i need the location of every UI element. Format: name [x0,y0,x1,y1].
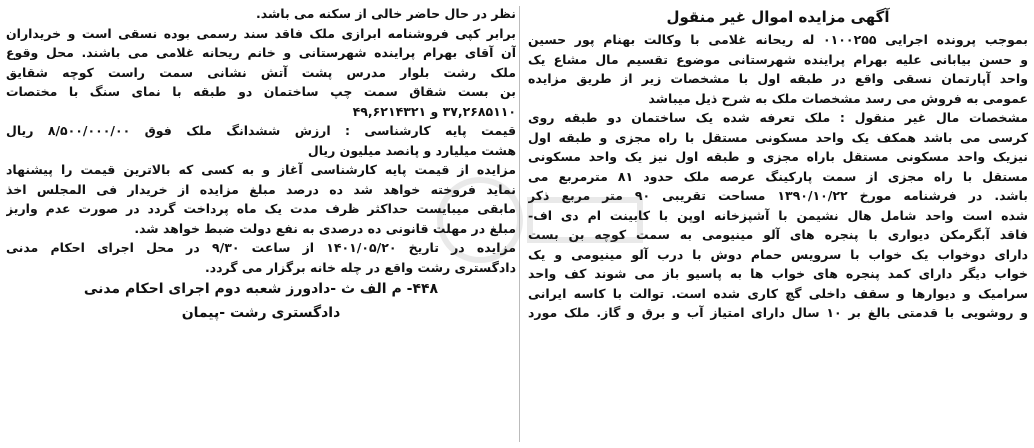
text-line: بموجب پرونده اجرایی ۰۱۰۰۲۵۵ له ریحانه غلامی با وکالت بهنام پور حسین [528,32,1028,47]
text-line: دارای دوخواب یک خواب با سرویس حمام دوش با درب آلو مینیومی و یک [528,246,1028,262]
auction-date-line: مزایده در تاریخ ۱۴۰۱/۰۵/۲۰ از ساعت ۹/۳۰ در محل اجرای احکام مدنی [6,240,516,255]
right-column [528,4,1028,444]
signature-line-1: ۴۴۸- م الف ث -دادورز شعبه دوم اجرای احکام مدنی [83,281,439,297]
text-line: ملک رشت بلوار مدرس پشت آتش نشانی سمت راست کوچه شقایق [6,64,516,80]
text-line: بن بست شقاق سمت چپ ساختمان دو طبقه با نمای سنگ با مختصات [6,84,516,99]
text-line: و روشویی با قدمتی بالغ بر ۱۰ سال دارای امتیاز آب و برق و گاز. ملک مورد [528,305,1028,320]
text-line: عمومی به فروش می رسد مشخصات ملک به شرح ذیل میباشد [648,90,1028,106]
text-line: مزایده از قیمت پایه کارشناسی آغاز و به کسی که بالاترین قیمت را پیشنهاد [6,162,516,177]
text-line: مابقی میبایست حداکثر ظرف مدت یک ماه پرداخت گردد در صورت عدم واریز [6,201,516,216]
coordinates-line: ۳۷,۲۶۸۵۱۱۰ و ۴۹,۶۲۱۴۳۲۱ [352,103,516,119]
text-line: نماید فروخته خواهد شد ده درصد مبلغ مزایده از خریدار فی المجلس اخذ [6,181,516,197]
text-line: خواب دیگر دارای کمد پنجره های خواب ها به پاسیو باز می شوند کف واحد [528,266,1028,281]
text-line: فاقد آبگرمکن دیواری با پنجره های آلو مینیومی به سمت کوچه بن بست [528,227,1028,242]
text-line: دادگستری رشت واقع در چله خانه برگزار می گردد. [204,259,516,275]
notice-title: آگهی مزایده اموال غیر منقول [666,8,890,26]
column-divider [519,6,520,442]
text-line: مشخصات مال غیر منقول : ملک تعرفه شده یک ساختمان دو طبقه روی [528,110,1028,125]
text-line: نیزیک واحد مسکونی مستقل باراه مجزی و طبقه اول نیز یک واحد مسکونی [528,149,1028,164]
text-line: شده است واحد شامل هال نشیمن با آشپزخانه اوپن با کابینت ام دی اف- [528,207,1028,223]
text-line: آن آقای بهرام پراینده شهرستانی و خانم ریحانه غلامی می باشند. محل وقوع [6,45,516,60]
text-line: و حسن بیابانی علیه بهرام پراینده شهرستانی موضوع تقسیم مال مشاع یک [528,51,1028,67]
right-column-text [528,30,1028,323]
left-column [6,4,516,444]
text-line: باشد. در فرشنامه مورخ ۱۳۹۰/۱۰/۲۲ مساحت تقریبی ۹۰ متر مربع ذکر [528,188,1028,203]
text-line: واحد آپارتمان نسقی واقع در طبقه اول با مشخصات زیر از طریق مزایده [528,71,1028,86]
text-line: مستقل با راه مجزی از سمت پارکینگ عرصه ملک حدود ۸۱ مترمربع می [528,168,1028,184]
text-line: کرسی می باشد همکف یک واحد مسکونی مستقل با راه مجزی و طبقه اول [528,129,1028,145]
price-line: قیمت پایه کارشناسی : ارزش ششدانگ ملک فوق ۸/۵۰۰/۰۰۰/۰۰ ریال [6,123,516,138]
text-line: مبلغ در مهلت قانونی ده درصدی به نفع دولت ضبط خواهد شد. [134,220,516,236]
text-line: برابر کپی فروشنامه ابرازی ملک فاقد سند رسمی بوده نسقی است و خریداران [6,25,516,41]
text-line: سرامیک و دیوارها و سقف داخلی گچ کاری شده است. توالت با کاسه ایرانی [528,285,1028,301]
price-words-line: هشت میلیارد و پانصد میلیون ریال [307,142,516,158]
text-line: نظر در حال حاضر خالی از سکنه می باشد. [256,6,516,21]
signature-line-2: دادگستری رشت -پیمان [181,305,341,321]
